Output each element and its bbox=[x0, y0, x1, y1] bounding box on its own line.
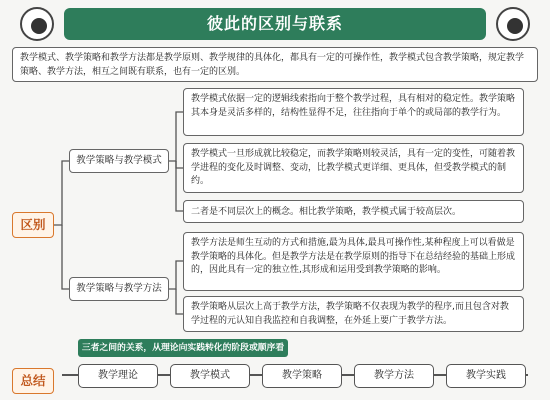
difference-label: 区别 bbox=[12, 212, 54, 238]
detail-method-definition: 教学方法是师生互动的方式和措施,最为具体,最具可操作性,某种程度上可以看做是教学策略的具体化。但是教学方法是在教学原则的指导下在总结经验的基础上形成的，因此具有一定的独立性,其形成和运用受到教学策略的影响。 bbox=[183, 232, 524, 291]
detail-strategy-above-method: 教学策略从层次上高于教学方法，教学策略不仅表现为教学的程序,而且包含对教学过程的元认知自我监控和自我调整，在外延上要广于教学方法。 bbox=[183, 296, 524, 332]
connector-mid1-d1 bbox=[169, 112, 183, 161]
connector-mid2-d4 bbox=[169, 261, 183, 289]
detail-level-difference: 二者是不同层次上的概念。相比教学策略，教学模式属于较高层次。 bbox=[183, 200, 524, 223]
left-ring-icon bbox=[20, 7, 54, 41]
connector-mid2-d5 bbox=[176, 289, 183, 314]
connector-mid1-d2 bbox=[176, 161, 183, 168]
right-ring-icon bbox=[496, 7, 530, 41]
summary-tag: 三者之间的关系，从理论向实践转化的阶段或顺序看 bbox=[78, 339, 288, 357]
connector-qubie-mid2 bbox=[62, 225, 69, 289]
intro-box: 教学模式、教学策略和教学方法都是教学原则、教学规律的具体化，都具有一定的可操作性，教学模式包含教学策略，规定教学策略、教学方法，相互之间既有联系，也有一定的区别。 bbox=[12, 47, 538, 82]
detail-model-stability: 教学模式依据一定的逻辑线索指向于整个教学过程，具有相对的稳定性。教学策略其本身是灵活多样的，结构性显得不足，往往指向于单个的或局部的教学行为。 bbox=[183, 88, 524, 136]
branch-strategy-vs-model: 教学策略与教学模式 bbox=[69, 149, 169, 173]
branch-strategy-vs-method: 教学策略与教学方法 bbox=[69, 277, 169, 301]
sequence-item-model: 教学模式 bbox=[170, 364, 250, 388]
sequence-item-theory: 教学理论 bbox=[78, 364, 158, 388]
page-title: 彼此的区别与联系 bbox=[64, 8, 486, 40]
sequence-item-practice: 教学实践 bbox=[446, 364, 526, 388]
detail-strategy-flexibility: 教学模式一旦形成就比较稳定，而教学策略则较灵活，具有一定的变性，可随着教学进程的变化及时调整、变动，比教学模式更详细、更具体，但受教学模式的制约。 bbox=[183, 143, 524, 193]
connector-qubie-mid1 bbox=[54, 161, 69, 225]
summary-label: 总结 bbox=[12, 368, 54, 394]
sequence-item-method: 教学方法 bbox=[354, 364, 434, 388]
sequence-item-strategy: 教学策略 bbox=[262, 364, 342, 388]
